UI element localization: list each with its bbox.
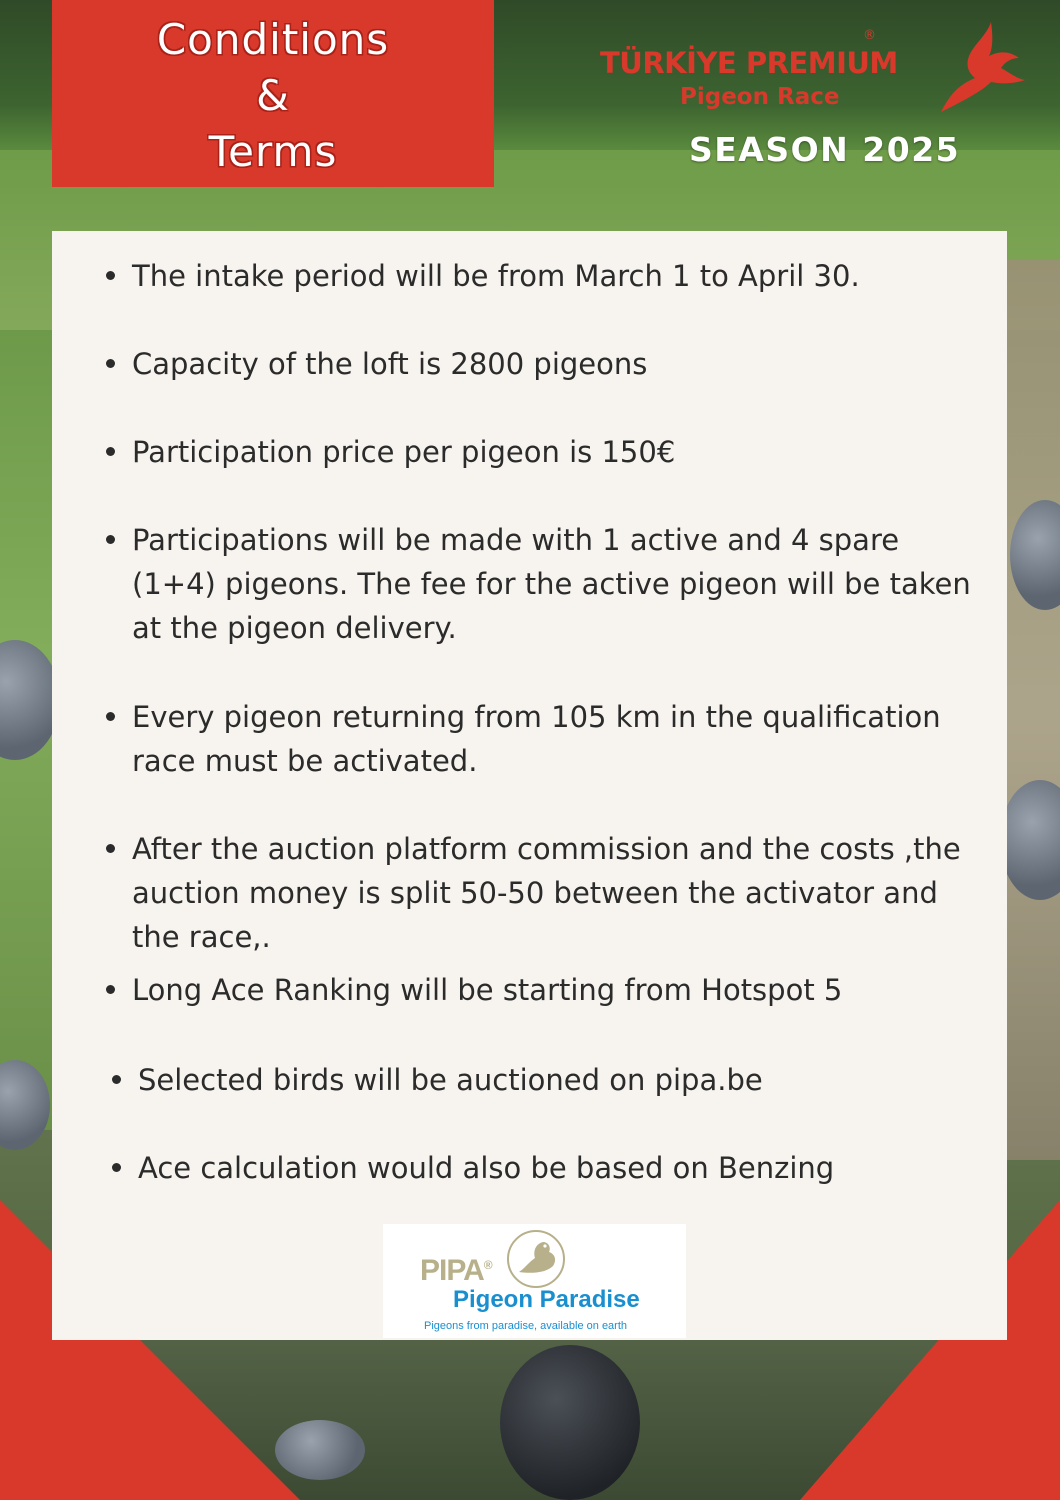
- term-item: After the auction platform commission and the costs ,the auction money is split 50-50 between the activator and the race,.: [132, 827, 992, 959]
- pipa-tagline: Pigeons from paradise, available on earth: [424, 1320, 628, 1332]
- term-item: Selected birds will be auctioned on pipa.be: [138, 1058, 998, 1102]
- brand-registered-mark: ®: [863, 28, 876, 43]
- bullet-icon: [106, 535, 115, 544]
- term-item: The intake period will be from March 1 to April 30.: [132, 254, 992, 298]
- bullet-icon: [106, 985, 115, 994]
- term-item: Participations will be made with 1 active and 4 spare (1+4) pigeons. The fee for the active pigeon will be taken at the pigeon delivery.: [132, 518, 992, 650]
- pigeon-photo-bottom-dark: [500, 1345, 640, 1500]
- bullet-icon: [106, 359, 115, 368]
- title-line-3: Terms: [208, 127, 338, 176]
- term-item: Long Ace Ranking will be starting from Hotspot 5: [132, 968, 992, 1012]
- header-title-box: [52, 0, 494, 187]
- title-line-1: Conditions: [156, 15, 390, 64]
- bullet-icon: [112, 1075, 121, 1084]
- term-item: Participation price per pigeon is 150€: [132, 430, 992, 474]
- terms-card: [52, 231, 1007, 1340]
- season-label: SEASON 2025: [689, 130, 961, 169]
- pipa-registered-mark: ®: [483, 1258, 492, 1272]
- brand-name: TÜRKİYE PREMIUM: [600, 46, 898, 80]
- title-line-2: &: [256, 71, 290, 120]
- term-item: Capacity of the loft is 2800 pigeons: [132, 342, 992, 386]
- bullet-icon: [106, 712, 115, 721]
- term-item: Ace calculation would also be based on Benzing: [138, 1146, 998, 1190]
- bullet-icon: [106, 447, 115, 456]
- pigeon-outline-icon: [505, 1228, 567, 1290]
- brand-logo: [595, 22, 1035, 182]
- term-item: Every pigeon returning from 105 km in the qualification race must be activated.: [132, 695, 992, 783]
- pipa-name: Pigeon Paradise: [453, 1286, 640, 1313]
- brand-subtitle: Pigeon Race: [680, 84, 840, 110]
- pipa-brand: PIPA®: [420, 1254, 492, 1287]
- red-dove-icon: [931, 22, 1027, 114]
- bullet-icon: [106, 271, 115, 280]
- bullet-icon: [112, 1163, 121, 1172]
- pipa-sponsor-logo: [383, 1224, 686, 1338]
- bullet-icon: [106, 844, 115, 853]
